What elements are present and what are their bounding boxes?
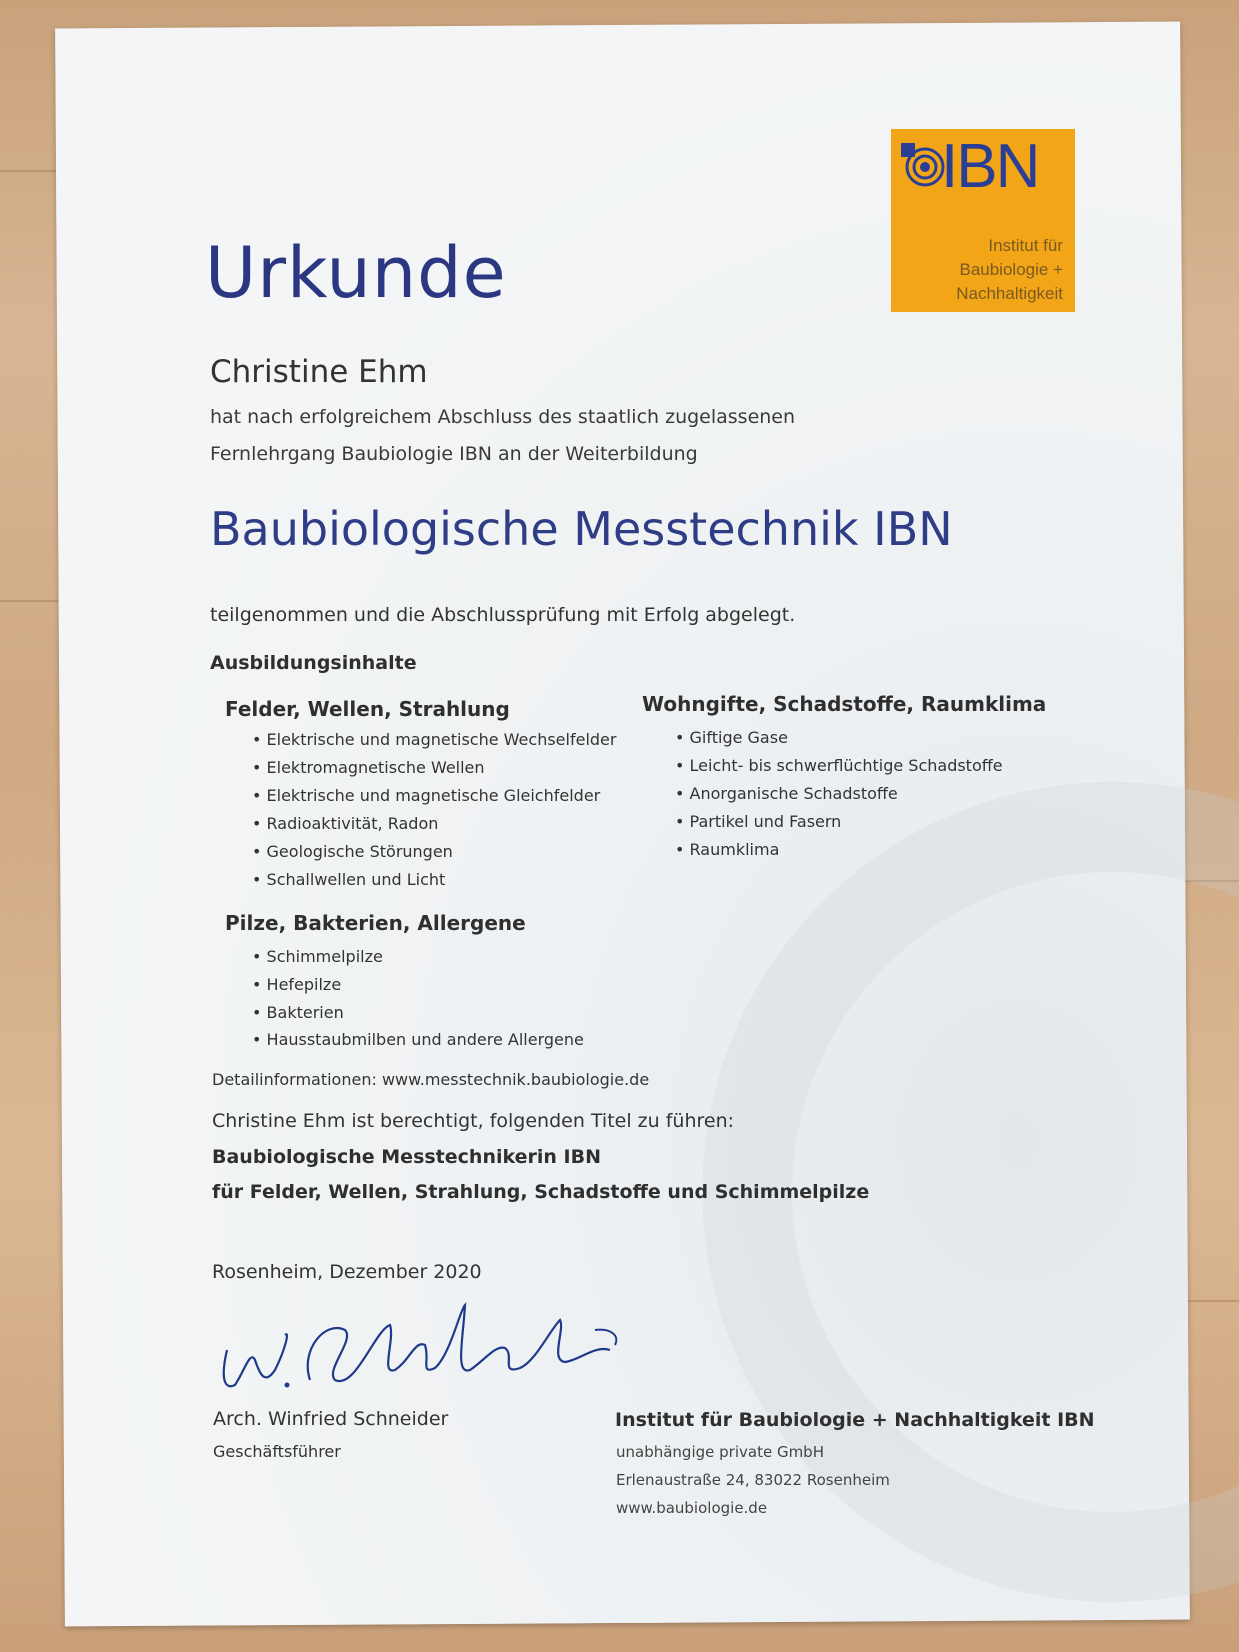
- logo-subtitle-line: Institut für: [988, 236, 1063, 255]
- list-item: • Bakterien: [252, 1003, 344, 1022]
- section-heading-pollutants: Wohngifte, Schadstoffe, Raumklima: [642, 692, 1047, 716]
- list-item: • Raumklima: [675, 840, 779, 859]
- logo-subtitle-line: Baubiologie +: [959, 260, 1063, 279]
- wood-grain: [0, 170, 60, 172]
- list-item: • Leicht- bis schwerflüchtige Schadstoffe: [675, 756, 1003, 775]
- signer-name: Arch. Winfried Schneider: [213, 1408, 449, 1430]
- degree-scope: für Felder, Wellen, Strahlung, Schadstoffe und Schimmelpilze: [212, 1181, 870, 1203]
- list-item: • Radioaktivität, Radon: [252, 814, 438, 833]
- list-item: • Anorganische Schadstoffe: [675, 784, 898, 803]
- logo-subtitle: [903, 234, 1063, 306]
- recipient-name: Christine Ehm: [210, 354, 428, 390]
- ibn-logo: [891, 129, 1075, 312]
- intro-line: Fernlehrgang Baubiologie IBN an der Weiterbildung: [210, 443, 698, 465]
- signer-role: Geschäftsführer: [213, 1442, 341, 1461]
- list-item: • Schallwellen und Licht: [252, 870, 445, 889]
- signature: [215, 1290, 635, 1400]
- list-item: • Hausstaubmilben und andere Allergene: [252, 1030, 584, 1049]
- list-item: • Schimmelpilze: [252, 947, 383, 966]
- intro-line: hat nach erfolgreichem Abschluss des staatlich zugelassenen: [210, 406, 796, 428]
- institute-address: Erlenaustraße 24, 83022 Rosenheim: [616, 1471, 890, 1489]
- certificate-title: Urkunde: [205, 232, 507, 314]
- list-item: • Elektromagnetische Wellen: [252, 758, 485, 777]
- list-item: • Hefepilze: [252, 975, 341, 994]
- institute-website: www.baubiologie.de: [616, 1499, 768, 1517]
- section-heading-fungi: Pilze, Bakterien, Allergene: [225, 911, 526, 935]
- institute-name: Institut für Baubiologie + Nachhaltigkeit IBN: [615, 1409, 1095, 1431]
- list-item: • Partikel und Fasern: [675, 812, 841, 831]
- details-info: Detailinformationen: www.messtechnik.baubiologie.de: [212, 1070, 650, 1089]
- logo-wordmark: IBN: [941, 132, 1039, 201]
- logo-subtitle-line: Nachhaltigkeit: [956, 284, 1063, 303]
- list-item: • Giftige Gase: [675, 728, 788, 747]
- list-item: • Elektrische und magnetische Gleichfelder: [252, 786, 600, 805]
- course-name: Baubiologische Messtechnik IBN: [210, 502, 953, 556]
- section-heading-fields: Felder, Wellen, Strahlung: [225, 697, 510, 721]
- completion-text: teilgenommen und die Abschlussprüfung mit Erfolg abgelegt.: [210, 604, 796, 626]
- place-date: Rosenheim, Dezember 2020: [212, 1261, 482, 1283]
- entitlement-text: Christine Ehm ist berechtigt, folgenden Titel zu führen:: [212, 1110, 735, 1132]
- content-heading: Ausbildungsinhalte: [210, 652, 417, 674]
- wood-grain: [0, 600, 60, 602]
- institute-line: unabhängige private GmbH: [616, 1443, 824, 1461]
- shell-icon: [901, 143, 945, 187]
- degree-title: Baubiologische Messtechnikerin IBN: [212, 1146, 601, 1168]
- list-item: • Geologische Störungen: [252, 842, 453, 861]
- list-item: • Elektrische und magnetische Wechselfelder: [252, 730, 616, 749]
